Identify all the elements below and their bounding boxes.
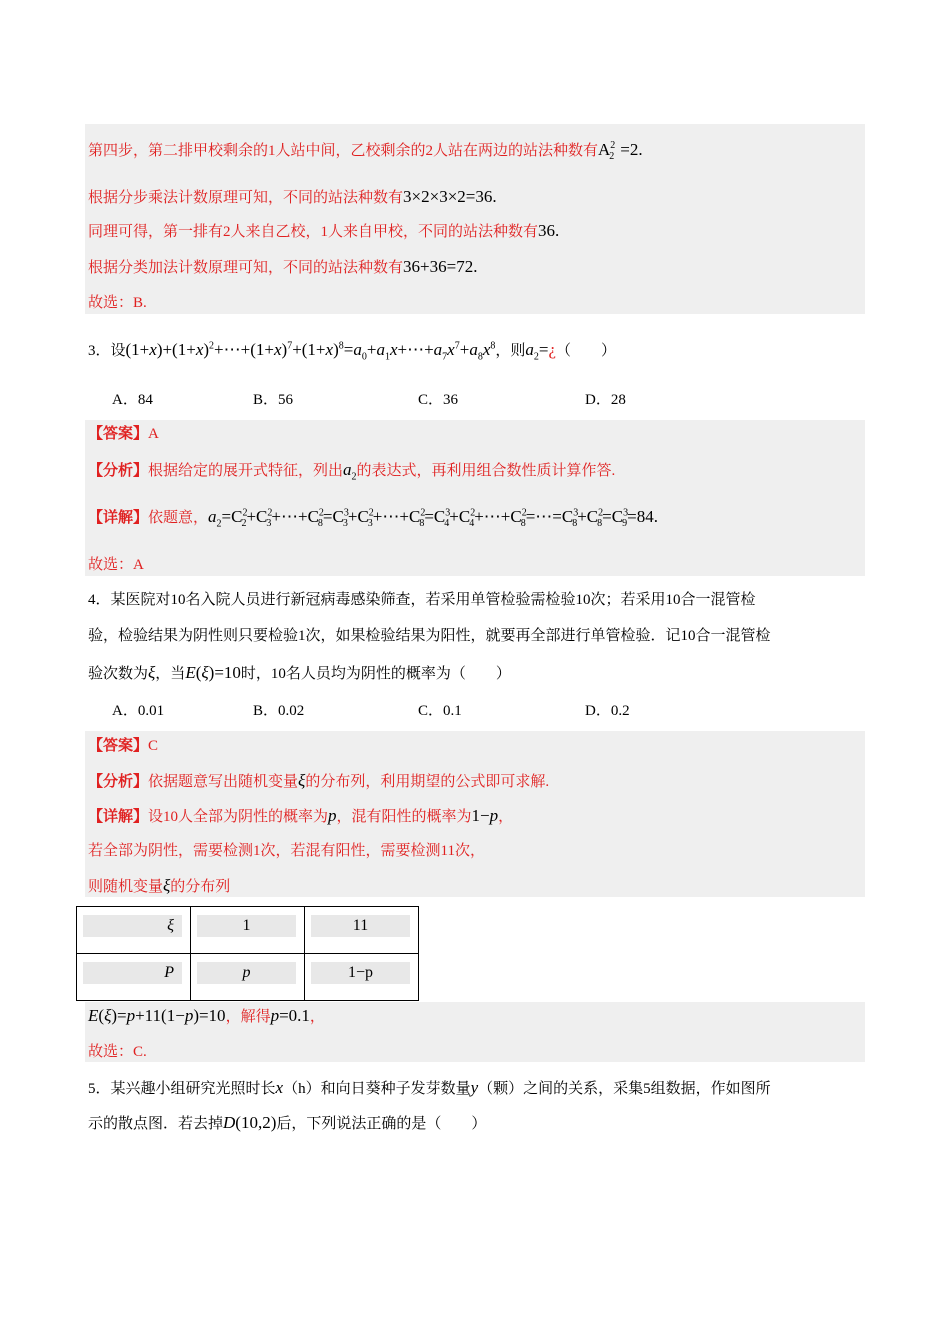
q3-answer-tag: 【答案】 <box>88 426 149 442</box>
q3-choice: 故选：A <box>88 557 144 573</box>
solution-block-q3 <box>85 420 865 576</box>
q4-analysis-line <box>88 771 549 792</box>
q4-analysis-pre: 依据题意写出随机变量 <box>148 774 299 790</box>
q5-y: y <box>470 1078 479 1097</box>
q4-solve-line: E(ξ)=p+11(1−p)=10，解得p=0.1， <box>88 1006 325 1025</box>
q4-expectation: E(ξ)=10 <box>185 663 241 682</box>
q3-option-a: A．84 <box>112 392 153 408</box>
table-prob-p: p <box>197 962 296 984</box>
step4-perm: $A^2_2$ <box>598 140 616 163</box>
q4-solve-math: E(ξ)=p+11(1−p)=10 <box>88 1006 226 1025</box>
q3-option-c: C．36 <box>418 392 459 408</box>
same-math: 36. <box>538 221 560 240</box>
table-prob-1p: 1−p <box>311 962 410 984</box>
q3-analysis-a2: $a_2$ <box>343 460 357 483</box>
same-text: 同理可得，第一排有2人来自乙校，1人来自甲校，不同的站法种数有 <box>88 224 539 240</box>
q4-line1: 4．某医院对10名入院人员进行新冠病毒感染筛查，若采用单管检验需检验10次；若采用10合一混管检 <box>88 592 756 608</box>
step4-math: =2. <box>620 140 643 159</box>
mult-text: 根据分步乘法计数原理可知，不同的站法种数有 <box>88 190 404 206</box>
q4-choice: 故选：C. <box>88 1044 147 1060</box>
same-line <box>88 221 559 242</box>
q3-number: 3．设 <box>88 343 126 359</box>
q4-line3-pre: 验次数为 <box>88 666 149 682</box>
q4-line3 <box>88 663 511 684</box>
q4-line3-post: 时，10名人员均为阴性的概率为（ ） <box>240 666 511 682</box>
step4-line <box>88 140 643 161</box>
q4-detail-pre: 设10人全部为阴性的概率为 <box>148 809 329 825</box>
q5-line1 <box>88 1078 771 1099</box>
q2-choice: 故选：B. <box>88 295 147 311</box>
table-cell <box>77 954 191 1001</box>
q3-analysis-post: 的表达式，再利用组合数性质计算作答. <box>356 463 616 479</box>
q4-detail2: 若全部为阴性，需要检测1次，若混有阳性，需要检测11次， <box>88 843 485 859</box>
mult-math: 3×2×3×2=36. <box>403 187 497 206</box>
q4-answer: C <box>148 738 159 754</box>
q4-analysis-post: 的分布列，利用期望的公式即可求解. <box>305 774 550 790</box>
q5-line2-pre: 示的散点图．若去掉 <box>88 1116 224 1132</box>
q4-analysis-xi: ξ <box>298 771 306 790</box>
add-text: 根据分类加法计数原理可知，不同的站法种数有 <box>88 260 404 276</box>
add-math: 36+36=72. <box>403 257 478 276</box>
table-cell <box>191 954 305 1001</box>
q4-detail-p: p <box>328 806 337 825</box>
q4-option-d: D．0.2 <box>585 703 630 719</box>
q3-paren: （ ） <box>556 343 617 359</box>
q3-answer: A <box>148 426 159 442</box>
q3-target: $a_2=¿$ <box>525 340 557 363</box>
q3-answer-line <box>88 424 159 444</box>
q5-line1-b: （h）和向日葵种子发芽数量 <box>283 1081 471 1097</box>
q4-option-b: B．0.02 <box>253 703 305 719</box>
q3-stem <box>88 340 616 361</box>
q4-option-c: C．0.1 <box>418 703 462 719</box>
q3-analysis-pre: 根据给定的展开式特征，列出 <box>148 463 344 479</box>
q4-answer-tag: 【答案】 <box>88 738 149 754</box>
table-head-p: P <box>83 962 182 984</box>
q4-xi: ξ <box>148 663 156 682</box>
q4-option-a: A．0.01 <box>112 703 165 719</box>
q3-option-d: D．28 <box>585 392 626 408</box>
q3-detail-line <box>88 507 658 528</box>
q4-detail-mid: ，混有阳性的概率为 <box>336 809 472 825</box>
q4-detail-1p: 1−p <box>471 806 499 825</box>
q4-detail3-pre: 则随机变量 <box>88 879 164 895</box>
step4-text: 第四步，第二排甲校剩余的1人站中间，乙校剩余的2人站在两边的站法种数有 <box>88 143 599 159</box>
q4-detail3 <box>88 876 230 897</box>
q4-solve-text: ，解得 <box>225 1009 271 1025</box>
table-value-11: 11 <box>311 915 410 937</box>
q3-result: 84 <box>636 507 654 526</box>
q3-tail: ，则 <box>495 343 526 359</box>
q5-x: x <box>275 1078 284 1097</box>
q4-line3-mid: ，当 <box>155 666 186 682</box>
q4-line2: 验，检验结果为阴性则只要检验1次，如果检验结果为阳性，就要再全部进行单管检验．记10合一混管检 <box>88 628 771 644</box>
q3-detail-pre: 依题意， <box>148 510 209 526</box>
table-cell <box>305 954 419 1001</box>
mult-line <box>88 187 497 208</box>
q4-detail-line <box>88 806 513 827</box>
q4-answer-line <box>88 736 158 756</box>
add-line <box>88 257 477 278</box>
q5-line2 <box>88 1113 486 1134</box>
q3-analysis-line <box>88 460 615 481</box>
table-value-1: 1 <box>197 915 296 937</box>
table-row <box>77 954 419 1001</box>
q3-detail-tag: 【详解】 <box>88 510 149 526</box>
table-row <box>77 907 419 954</box>
q5-point: D(10,2) <box>223 1113 277 1132</box>
q5-line1-c: （颗）之间的关系，采集5组数据，作如图所 <box>478 1081 771 1097</box>
q5-line1-a: 5．某兴趣小组研究光照时长 <box>88 1081 276 1097</box>
q4-detail3-xi: ξ <box>163 876 171 895</box>
q3-analysis-tag: 【分析】 <box>88 463 149 479</box>
q3-option-b: B．56 <box>253 392 294 408</box>
q3-expression: $(1+x)+(1+x)^2+\cdots+(1+x)^7+(1+x)^8=a_0+a_1x+\cdots+a_7x^7+a_8x^8$ <box>125 340 496 363</box>
distribution-table <box>76 906 419 1001</box>
table-cell <box>305 907 419 954</box>
q4-detail-tag: 【详解】 <box>88 809 149 825</box>
q4-analysis-tag: 【分析】 <box>88 774 149 790</box>
q4-detail-post: ， <box>498 809 514 825</box>
q5-line2-post: 后，下列说法正确的是（ ） <box>276 1116 487 1132</box>
q4-solve-result: p=0.1 <box>270 1006 310 1025</box>
table-cell <box>77 907 191 954</box>
table-head-xi: ξ <box>83 915 182 937</box>
q4-detail3-post: 的分布列 <box>170 879 231 895</box>
table-cell <box>191 907 305 954</box>
q3-detail-math: $a_2=C^2_2+C^2_3+\cdots+C^2_8=C^3_3+C^2_3+\cdots+C^2_8=C^3_4+C^2_4+\cdots+C^2_8=\cdots=C^3_8+C^2_8=C^3_9=84$. <box>208 507 658 530</box>
